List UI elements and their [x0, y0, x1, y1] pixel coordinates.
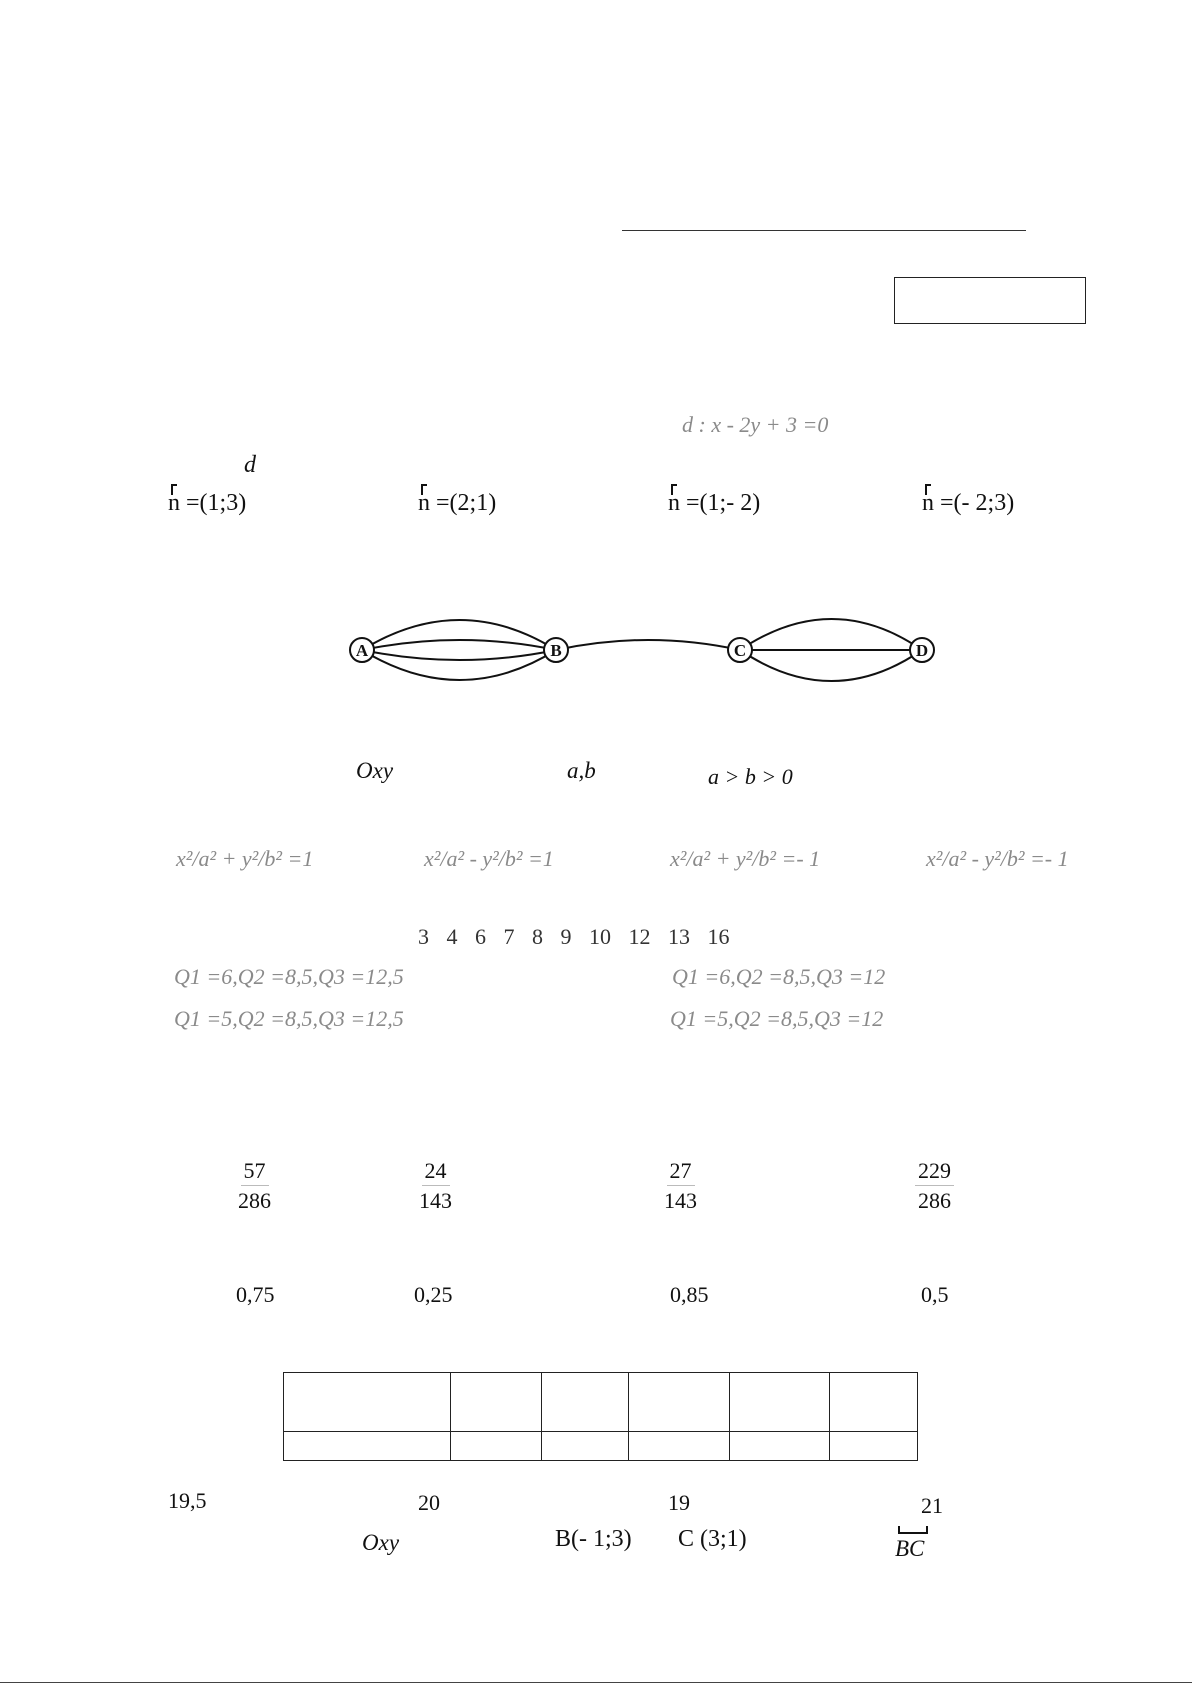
- q1-option-d-text: n =(- 2;3): [922, 490, 1015, 516]
- edge-cd-1: [740, 619, 922, 650]
- vector-mark-d: [925, 484, 931, 495]
- q3-option-a: x²/a² + y²/b² =1: [176, 846, 314, 871]
- vector-arrow-icon: [898, 1526, 928, 1534]
- q7-option-a: 19,5: [168, 1488, 207, 1513]
- q4-option-d: Q1 =5,Q2 =8,5,Q3 =12: [670, 1006, 884, 1031]
- table-cell: [284, 1432, 451, 1461]
- q3-condition: a > b > 0: [708, 764, 793, 789]
- q4-value: 8: [532, 924, 543, 949]
- node-b-label: B: [550, 641, 562, 660]
- q5-option-b-num: 24: [422, 1160, 450, 1186]
- q1-option-a: [168, 490, 246, 517]
- table-cell: [730, 1373, 830, 1432]
- q4-data-row: [418, 924, 730, 950]
- subject-var: d: [244, 452, 256, 478]
- q4-option-a: Q1 =6,Q2 =8,5,Q3 =12,5: [174, 964, 404, 989]
- q4-value: 7: [503, 924, 515, 949]
- q4-value: 10: [589, 924, 611, 949]
- table-row: [284, 1373, 918, 1432]
- q5-option-b: [419, 1160, 452, 1212]
- q6-option-d: 0,5: [921, 1282, 949, 1307]
- q4-value: 16: [707, 924, 730, 949]
- q4-option-c: Q1 =5,Q2 =8,5,Q3 =12,5: [174, 1006, 404, 1031]
- node-d-label: D: [915, 641, 929, 660]
- q6-option-a: 0,75: [236, 1282, 275, 1307]
- q8-point-b: B(- 1;3): [555, 1526, 632, 1552]
- table-cell: [542, 1373, 629, 1432]
- q3-system: Oxy: [356, 758, 394, 783]
- q3-option-d: x²/a² - y²/b² =- 1: [926, 846, 1069, 871]
- table-cell: [830, 1432, 918, 1461]
- table-cell: [629, 1432, 730, 1461]
- q4-value: 12: [628, 924, 651, 949]
- q4-value: 4: [446, 924, 458, 949]
- q4-value: 6: [475, 924, 486, 949]
- q3-params: a,b: [567, 758, 596, 783]
- table-row: [284, 1432, 918, 1461]
- table-cell: [451, 1373, 542, 1432]
- line-equation: d : x - 2y + 3 =0: [682, 412, 829, 437]
- node-c-label: C: [733, 641, 747, 660]
- q1-option-c-text: n =(1;- 2): [668, 490, 761, 516]
- q4-value: 3: [418, 924, 429, 949]
- answer-box: [894, 277, 1086, 324]
- q7-option-b: 20: [418, 1490, 440, 1515]
- vector-mark-b: [421, 484, 427, 495]
- q3-option-c: x²/a² + y²/b² =- 1: [670, 846, 821, 871]
- edge-cd-3: [740, 650, 922, 681]
- q1-option-a-text: n =(1;3): [168, 490, 247, 516]
- edge-bc: [556, 640, 740, 650]
- table-cell: [629, 1373, 730, 1432]
- vector-mark-c: [671, 484, 677, 495]
- q8-system: Oxy: [362, 1530, 400, 1555]
- table-cell: [451, 1432, 542, 1461]
- table-cell: [542, 1432, 629, 1461]
- q5-option-a-num: 57: [241, 1160, 269, 1186]
- q5-option-d: [915, 1160, 954, 1212]
- q4-value: 13: [668, 924, 690, 949]
- header-rule: [622, 230, 1026, 231]
- q6-option-c: 0,85: [670, 1282, 709, 1307]
- table-cell: [284, 1373, 451, 1432]
- q3-option-b: x²/a² - y²/b² =1: [424, 846, 554, 871]
- table-cell: [830, 1373, 918, 1432]
- node-a-label: A: [355, 641, 369, 660]
- q1-option-c: [668, 490, 760, 517]
- q5-option-b-den: 143: [419, 1188, 452, 1213]
- q1-option-d: [922, 490, 1014, 517]
- q5-option-c-den: 143: [664, 1188, 697, 1213]
- q8-vector: BC: [895, 1536, 925, 1561]
- q5-option-d-num: 229: [915, 1160, 954, 1186]
- q5-option-c-num: 27: [667, 1160, 695, 1186]
- q5-option-a: [238, 1160, 271, 1212]
- q1-option-b: [418, 490, 496, 517]
- footer-rule: [0, 1682, 1192, 1683]
- q5-option-d-den: 286: [918, 1188, 951, 1213]
- q8-point-c: C (3;1): [678, 1526, 747, 1552]
- q5-option-a-den: 286: [238, 1188, 271, 1213]
- q4-value: 9: [560, 924, 572, 949]
- edge-ab-3: [362, 650, 556, 660]
- table-cell: [730, 1432, 830, 1461]
- q1-option-b-text: n =(2;1): [418, 490, 497, 516]
- vector-mark-a: [171, 484, 177, 495]
- q5-option-c: [664, 1160, 697, 1212]
- frequency-table: [283, 1372, 918, 1461]
- q4-option-b: Q1 =6,Q2 =8,5,Q3 =12: [672, 964, 886, 989]
- q7-option-d: 21: [921, 1493, 943, 1518]
- edge-ab-2: [362, 640, 556, 650]
- multigraph-diagram: [330, 600, 950, 700]
- q7-option-c: 19: [668, 1490, 690, 1515]
- q6-option-b: 0,25: [414, 1282, 453, 1307]
